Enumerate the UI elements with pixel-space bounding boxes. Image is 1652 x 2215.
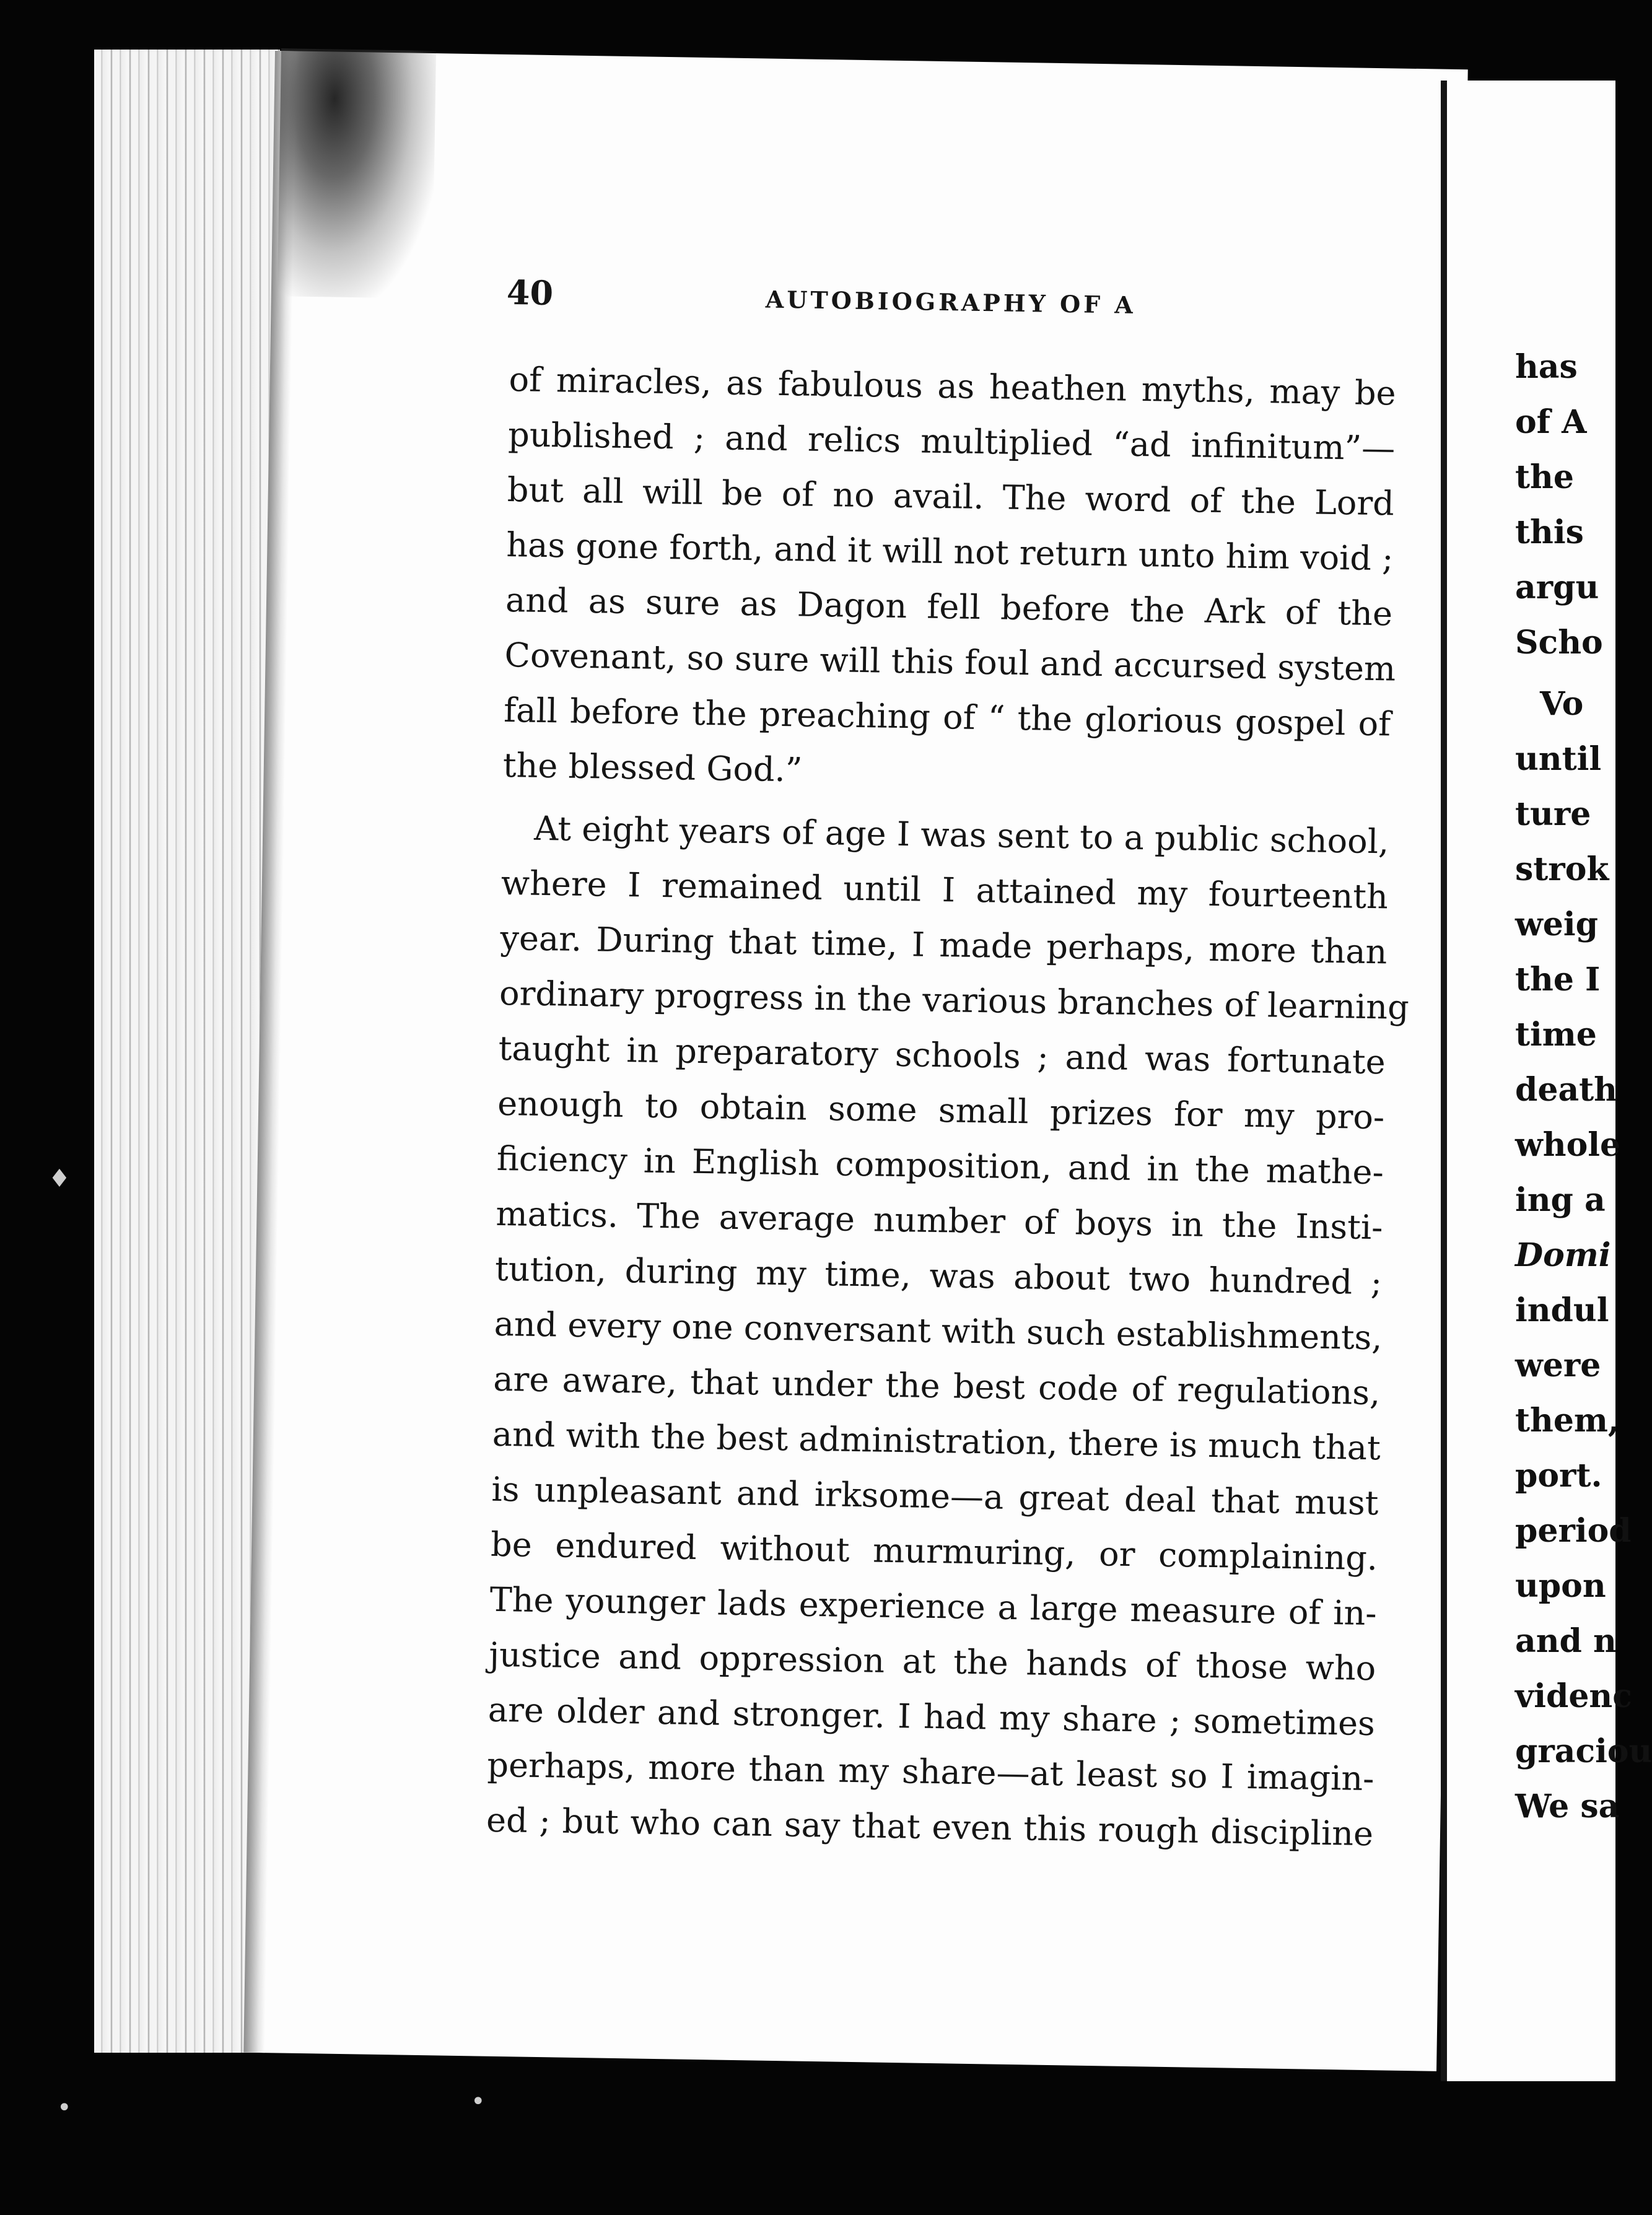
text-line: perhaps, more than my share—at least so I imagin- (487, 1745, 1374, 1799)
right-text-line: strok (1515, 850, 1609, 888)
text-line: has gone forth, and it will not return unto him void ; (506, 525, 1394, 579)
right-text-line: argu (1515, 569, 1599, 606)
text-line: year. During that time, I made perhaps, more than (500, 918, 1388, 972)
text-line: the blessed God.” (502, 745, 803, 790)
text-line: and with the best administration, there is much that (492, 1414, 1381, 1468)
text-line: ordinary progress in the various branches of learning (499, 973, 1410, 1027)
ink-smudge (278, 48, 436, 299)
text-line: matics. The average number of boys in the Insti- (496, 1194, 1383, 1247)
right-text-line: upon (1515, 1567, 1606, 1605)
text-line: are older and stronger. I had my share ; sometimes (487, 1690, 1376, 1744)
text-line: but all will be of no avail. The word of the Lord (507, 470, 1395, 523)
text-line: published ; and relics multiplied “ad infinitum”— (507, 414, 1396, 468)
right-text-line: the (1515, 458, 1574, 496)
right-text-line: indul (1515, 1291, 1609, 1329)
text-line: fall before the preaching of “ the glorious gospel of (503, 690, 1391, 744)
right-text-line: whole (1515, 1126, 1621, 1164)
right-page-text (1515, 339, 1652, 1834)
text-line: where I remained until I attained my fourteenth (500, 863, 1389, 917)
right-text-line: until (1515, 740, 1602, 778)
right-text-line: Vo (1540, 685, 1584, 723)
text-line: and as sure as Dagon fell before the Ark of the (505, 580, 1393, 634)
text-line: justice and oppression at the hands of those who (488, 1635, 1376, 1689)
body-text (486, 352, 1410, 1861)
right-text-line: ing a (1515, 1181, 1606, 1219)
page-number: 40 (506, 272, 554, 313)
text-line: ficiency in English composition, and in the mathe- (496, 1138, 1384, 1192)
right-text-line: weig (1515, 906, 1598, 943)
scan-speck: • (57, 2094, 72, 2122)
right-text-line: videnc (1515, 1677, 1632, 1715)
right-page (1441, 81, 1652, 2081)
right-text-line: death (1515, 1071, 1617, 1109)
right-text-line: graciou (1515, 1732, 1652, 1770)
right-text-line: ture (1515, 795, 1591, 833)
text-line: be endured without murmuring, or complaining. (490, 1524, 1378, 1578)
text-line: The younger lads experience a large measure of in- (489, 1579, 1378, 1633)
page-header (506, 273, 1390, 336)
text-line: Covenant, so sure will this foul and accursed system (504, 635, 1396, 689)
right-text-line: of A (1515, 403, 1587, 441)
running-title: AUTOBIOGRAPHY OF A (765, 285, 1137, 319)
right-text-line: has (1515, 348, 1578, 386)
text-line: At eight years of age I was sent to a public school, (533, 808, 1389, 862)
left-page (243, 51, 1468, 2071)
text-line: of miracles, as fabulous as heathen myths, may be (509, 360, 1397, 413)
right-text-line: were (1515, 1347, 1601, 1384)
text-line: and every one conversant with such establishments, (494, 1304, 1383, 1358)
right-text-line: Scho (1515, 624, 1603, 662)
right-page-edge (1441, 81, 1447, 2081)
right-text-line: time (1515, 1016, 1597, 1054)
right-text-line: period (1515, 1512, 1632, 1550)
right-text-line: and n (1515, 1622, 1617, 1660)
text-line: enough to obtain some small prizes for my pro- (497, 1083, 1385, 1137)
right-text-line: port. (1515, 1457, 1602, 1495)
right-text-line: this (1515, 513, 1584, 551)
right-text-line: them, (1515, 1402, 1620, 1440)
scan-speck: ♦ (48, 1164, 71, 1193)
scan-speck: • (471, 2087, 486, 2116)
right-text-line: We sa (1515, 1788, 1620, 1825)
text-line: ed ; but who can say that even this rough discipline (486, 1800, 1374, 1854)
text-line: tution, during my time, was about two hundred ; (494, 1249, 1383, 1303)
right-text-line: the I (1515, 961, 1601, 998)
text-line: taught in preparatory schools ; and was fortunate (498, 1028, 1386, 1082)
text-line: is unpleasant and irksome—a great deal that must (491, 1469, 1379, 1523)
right-text-line: Domi (1515, 1236, 1611, 1274)
text-line: are aware, that under the best code of regulations, (492, 1359, 1381, 1413)
